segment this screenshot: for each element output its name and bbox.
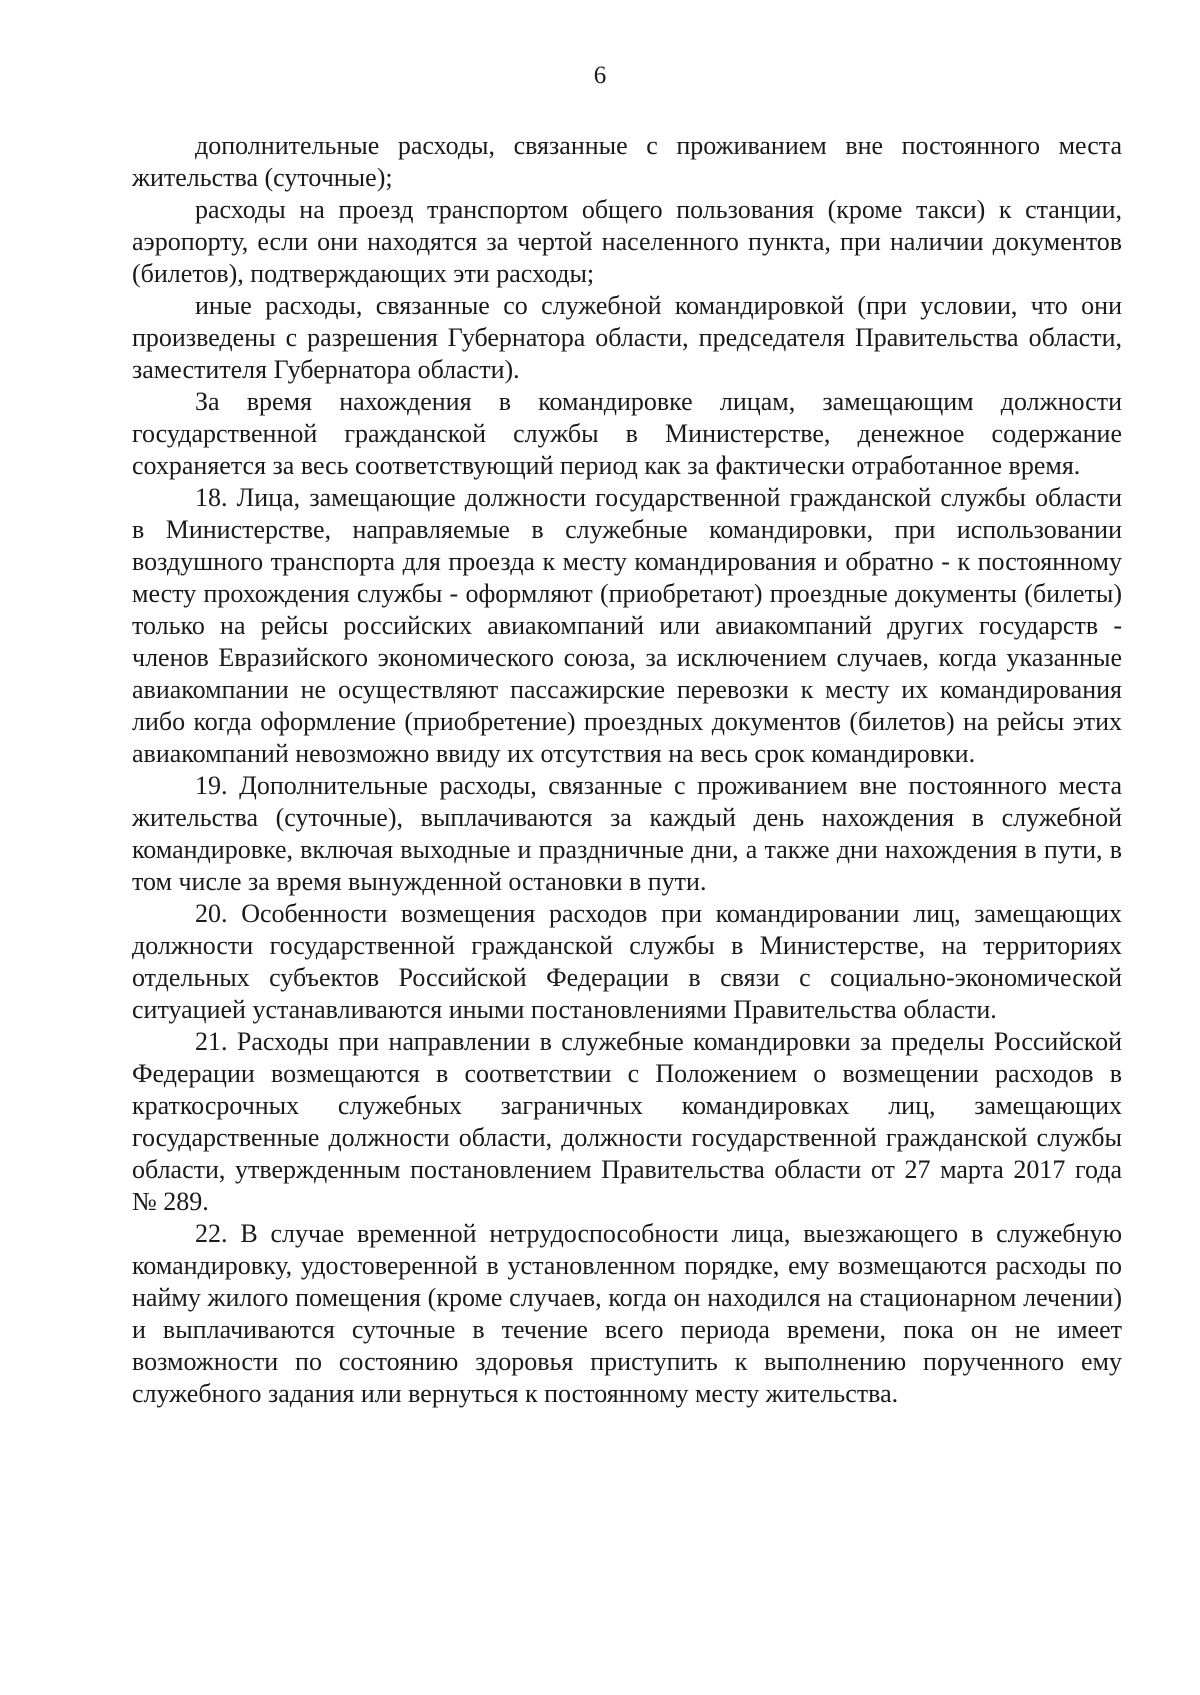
paragraph-item-22: 22. В случае временной нетрудоспособности лица, выезжающего в служебную командировку, удостоверенной в установленном порядке, ему возмещаются расходы по найму жилого помещения (кроме случаев, когда он находился на стационарном лечении) и выплачиваются суточные в течение всего периода времени, пока он не имеет возможности по состоянию здоровья приступить к выполнению порученного ему служебного задания или вернуться к постоянному месту жительства.: [132, 1219, 1122, 1408]
paragraph-item-19: 19. Дополнительные расходы, связанные с проживанием вне постоянного места жительства (суточные), выплачиваются за каждый день нахождения в служебной командировке, включая выходные и праздничные дни, а также дни нахождения в пути, в том числе за время вынужденной остановки в пути.: [132, 771, 1122, 896]
paragraph-item-21: 21. Расходы при направлении в служебные командировки за пределы Российской Федерации возмещаются в соответствии с Положением о возмещении расходов в краткосрочных служебных заграничных командировках лиц, замещающих государственные должности области, должности государственной гражданской службы области, утвержденным постановлением Правительства области от 27 марта 2017 года № 289.: [132, 1027, 1122, 1216]
paragraph-transport-expenses: расходы на проезд транспортом общего пользования (кроме такси) к станции, аэропорту, если они находятся за чертой населенного пункта, при наличии документов (билетов), подтверждающих эти расходы;: [132, 195, 1122, 288]
paragraph-item-18: 18. Лица, замещающие должности государственной гражданской службы области в Министерстве, направляемые в служебные командировки, при использовании воздушного транспорта для проезда к месту командирования и обратно - к постоянному месту прохождения службы - оформляют (приобретают) проездные документы (билеты) только на рейсы российских авиакомпаний или авиакомпаний других государств - членов Евразийского экономического союза, за исключением случаев, когда указанные авиакомпании не осуществляют пассажирские перевозки к месту их командирования либо когда оформление (приобретение) проездных документов (билетов) на рейсы этих авиакомпаний невозможно ввиду их отсутствия на весь срок командировки.: [132, 483, 1122, 768]
paragraph-other-expenses: иные расходы, связанные со служебной командировкой (при условии, что они произведены с разрешения Губернатора области, председателя Правительства области, заместителя Губернатора области).: [132, 291, 1122, 384]
paragraph-item-20: 20. Особенности возмещения расходов при командировании лиц, замещающих должности государственной гражданской службы в Министерстве, на территориях отдельных субъектов Российской Федерации в связи с социально-экономической ситуацией устанавливаются иными постановлениями Правительства области.: [132, 899, 1122, 1024]
page-number: 6: [593, 62, 607, 89]
paragraph-daily-allowance: дополнительные расходы, связанные с проживанием вне постоянного места жительства (суточные);: [132, 131, 1122, 192]
document-body: [132, 130, 1122, 1410]
paragraph-salary-retention: За время нахождения в командировке лицам, замещающим должности государственной гражданской службы в Министерстве, денежное содержание сохраняется за весь соответствующий период как за фактически отработанное время.: [132, 387, 1122, 480]
